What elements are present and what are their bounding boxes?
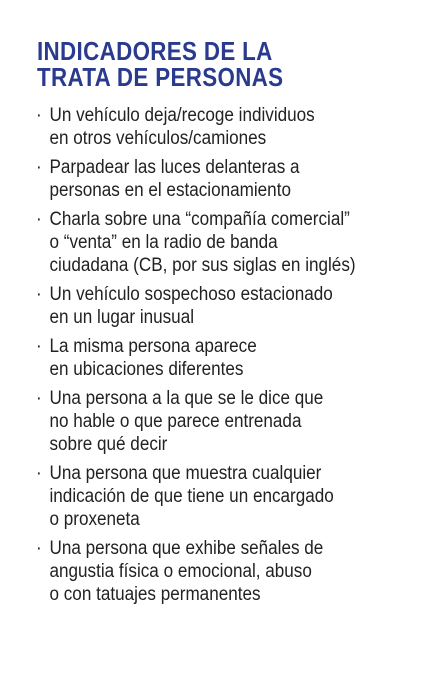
list-item — [36, 156, 425, 202]
list-item-line: no hable o que parece entrenada — [49, 411, 302, 432]
list-item-line: Un vehículo sospechoso estacionado — [49, 284, 333, 305]
list-item — [36, 208, 425, 277]
list-item-line: sobre qué decir — [49, 434, 168, 455]
list-item-line: Parpadear las luces delanteras a — [49, 157, 300, 178]
list-item — [36, 335, 425, 381]
bullet-icon: · — [36, 463, 42, 484]
title-line-1: INDICADORES DE LA — [37, 36, 273, 66]
bullet-icon: · — [36, 284, 42, 305]
page-title — [37, 38, 283, 90]
list-item-line: indicación de que tiene un encargado — [49, 486, 334, 507]
bullet-icon: · — [36, 538, 42, 559]
bullet-icon: · — [36, 209, 42, 230]
list-item-line: Una persona que muestra cualquier — [49, 463, 322, 484]
list-item-line: en otros vehículos/camiones — [49, 128, 267, 149]
bullet-icon: · — [36, 157, 42, 178]
list-item-line: La misma persona aparece — [49, 336, 257, 357]
list-item-line: ciudadana (CB, por sus siglas en inglés) — [49, 255, 356, 276]
list-item-line: Charla sobre una “compañía comercial” — [49, 209, 350, 230]
list-item-line: angustia física o emocional, abuso — [49, 561, 312, 582]
bullet-icon: · — [36, 105, 42, 126]
list-item — [36, 537, 425, 606]
list-item-line: o proxeneta — [49, 509, 140, 530]
list-item-line: Un vehículo deja/recoge individuos — [49, 105, 315, 126]
list-item-line: Una persona a la que se le dice que — [49, 388, 324, 409]
list-item-line: Una persona que exhibe señales de — [49, 538, 324, 559]
list-item — [36, 387, 425, 456]
indicators-list — [36, 104, 416, 612]
list-item-line: o con tatuajes permanentes — [49, 584, 261, 605]
bullet-icon: · — [36, 336, 42, 357]
list-item-line: o “venta” en la radio de banda — [49, 232, 278, 253]
list-item-line: personas en el estacionamiento — [49, 180, 291, 201]
list-item — [36, 283, 425, 329]
bullet-icon: · — [36, 388, 42, 409]
list-item — [36, 104, 425, 150]
list-item — [36, 462, 425, 531]
list-item-line: en un lugar inusual — [49, 307, 195, 328]
list-item-line: en ubicaciones diferentes — [49, 359, 244, 380]
title-line-2: TRATA DE PERSONAS — [37, 62, 284, 92]
